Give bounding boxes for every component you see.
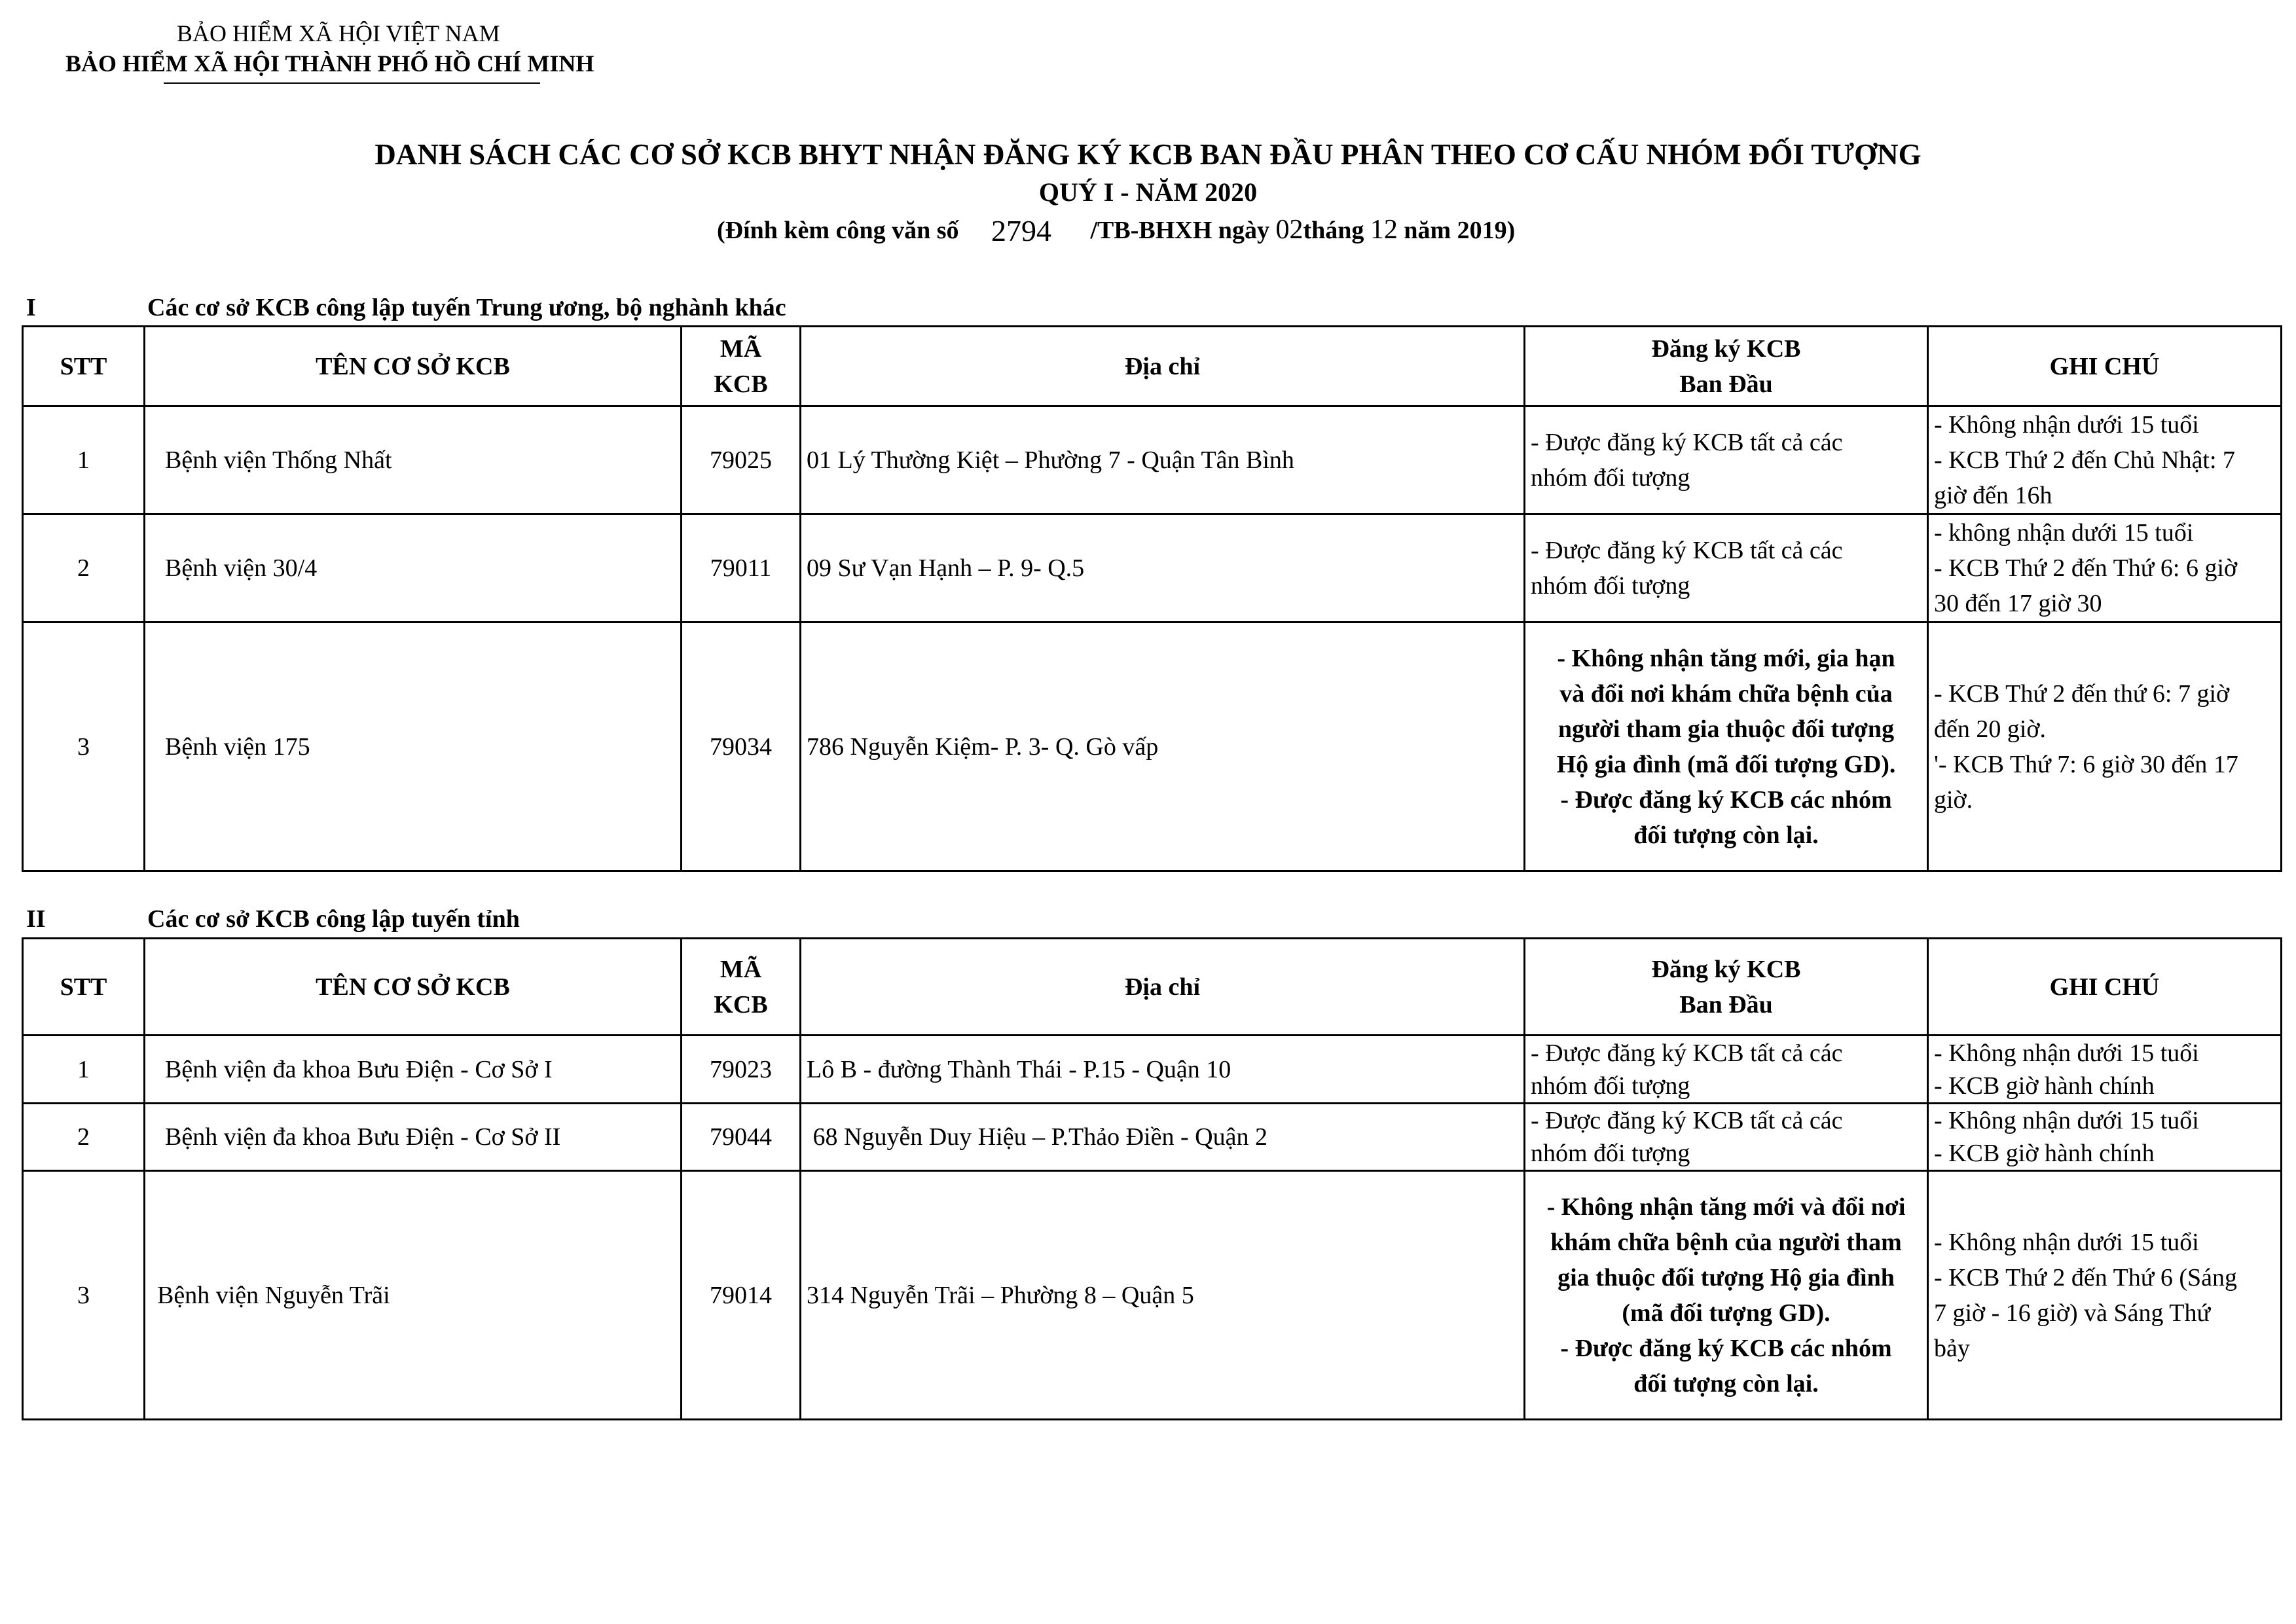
cell-code: 79044 — [682, 1104, 801, 1171]
cell-name: Bệnh viện đa khoa Bưu Điện - Cơ Sở I — [145, 1036, 682, 1104]
cell-stt: 3 — [23, 1171, 145, 1420]
cell-line: bảy — [1934, 1334, 1970, 1362]
cell-line: - Không nhận tăng mới và đổi nơi — [1546, 1193, 1906, 1221]
cell-line: - Không nhận dưới 15 tuổi — [1934, 1107, 2199, 1134]
cell-line: và đổi nơi khám chữa bệnh của — [1559, 679, 1893, 708]
cell-line: 30 đến 17 giờ 30 — [1934, 590, 2102, 617]
col-code-line2: KCB — [714, 370, 768, 398]
col-stt: STT — [23, 327, 145, 406]
col-stt: STT — [23, 939, 145, 1036]
cell-note — [1928, 1036, 2282, 1104]
cell-code: 79034 — [682, 623, 801, 871]
col-register — [1525, 939, 1928, 1036]
table-row — [23, 1171, 2282, 1420]
cell-address: 314 Nguyễn Trãi – Phường 8 – Quận 5 — [801, 1171, 1525, 1420]
cell-register — [1525, 514, 1928, 623]
cell-register — [1525, 1036, 1928, 1104]
cell-line: Hộ gia đình (mã đối tượng GD). — [1556, 750, 1896, 778]
document-subtitle: QUÝ I - NĂM 2020 — [1038, 177, 1258, 207]
cell-name: Bệnh viện đa khoa Bưu Điện - Cơ Sở II — [145, 1104, 682, 1171]
col-address: Địa chỉ — [801, 939, 1525, 1036]
table-row — [23, 514, 2282, 623]
cell-name: Bệnh viện Nguyễn Trãi — [145, 1171, 682, 1420]
cell-name: Bệnh viện 175 — [145, 623, 682, 871]
cell-note — [1928, 514, 2282, 623]
ref-prefix: (Đính kèm công văn số — [717, 217, 959, 244]
cell-address: 01 Lý Thường Kiệt – Phường 7 - Quận Tân Bình — [801, 406, 1525, 514]
ref-month: 12 — [1370, 215, 1398, 245]
col-name: TÊN CƠ SỞ KCB — [145, 327, 682, 406]
cell-stt: 2 — [23, 514, 145, 623]
cell-line: nhóm đối tượng — [1531, 464, 1690, 492]
cell-line: người tham gia thuộc đối tượng — [1558, 715, 1895, 743]
col-register-line2: Ban Đầu — [1679, 370, 1773, 398]
col-name: TÊN CƠ SỞ KCB — [145, 939, 682, 1036]
section-roman: I — [26, 294, 36, 321]
table-header-row — [23, 327, 2282, 406]
cell-line: nhóm đối tượng — [1531, 1140, 1690, 1167]
org-name-city: BẢO HIỂM XÃ HỘI THÀNH PHỐ HỒ CHÍ MINH — [65, 50, 594, 77]
ref-number: 2794 — [991, 214, 1051, 247]
cell-stt: 3 — [23, 623, 145, 871]
cell-stt: 2 — [23, 1104, 145, 1171]
document-reference — [717, 211, 1515, 245]
cell-line: - KCB Thứ 2 đến Thứ 6 (Sáng — [1934, 1263, 2238, 1291]
cell-name: Bệnh viện 30/4 — [145, 514, 682, 623]
cell-line: - KCB Thứ 2 đến thứ 6: 7 giờ — [1934, 679, 2230, 708]
col-register-line1: Đăng ký KCB — [1651, 334, 1801, 363]
cell-line: đối tượng còn lại. — [1633, 1369, 1819, 1398]
cell-line: nhóm đối tượng — [1531, 572, 1690, 600]
cell-line: giờ đến 16h — [1934, 482, 2052, 509]
col-note: GHI CHÚ — [1928, 327, 2282, 406]
cell-line: - KCB giờ hành chính — [1934, 1072, 2155, 1100]
col-code-line1: MÃ — [720, 334, 762, 363]
cell-register — [1525, 1171, 1928, 1420]
cell-stt: 1 — [23, 406, 145, 514]
cell-register — [1525, 623, 1928, 871]
cell-address: 786 Nguyễn Kiệm- P. 3- Q. Gò vấp — [801, 623, 1525, 871]
cell-line: - không nhận dưới 15 tuổi — [1934, 519, 2194, 547]
document-title: DANH SÁCH CÁC CƠ SỞ KCB BHYT NHẬN ĐĂNG KÝ KCB BAN ĐẦU PHÂN THEO CƠ CẤU NHÓM ĐỐI TƯỢNG — [374, 138, 1922, 171]
cell-address: 09 Sư Vạn Hạnh – P. 9- Q.5 — [801, 514, 1525, 623]
table-row — [23, 1104, 2282, 1171]
ref-day: 02 — [1275, 215, 1303, 245]
cell-line: đến 20 giờ. — [1934, 715, 2047, 743]
cell-note — [1928, 406, 2282, 514]
org-name-national: BẢO HIỂM XÃ HỘI VIỆT NAM — [177, 20, 500, 46]
cell-note — [1928, 623, 2282, 871]
table-row — [23, 1036, 2282, 1104]
col-register — [1525, 327, 1928, 406]
facility-table — [22, 937, 2282, 1420]
col-code-line1: MÃ — [720, 955, 762, 983]
section-title: Các cơ sở KCB công lập tuyến Trung ương, bộ nghành khác — [147, 294, 786, 321]
col-note: GHI CHÚ — [1928, 939, 2282, 1036]
cell-code: 79014 — [682, 1171, 801, 1420]
cell-line: - Được đăng ký KCB tất cả các — [1531, 537, 1843, 564]
cell-line: - KCB Thứ 2 đến Chủ Nhật: 7 — [1934, 446, 2236, 474]
cell-line: - KCB giờ hành chính — [1934, 1140, 2155, 1167]
cell-register — [1525, 1104, 1928, 1171]
cell-line: gia thuộc đối tượng Hộ gia đình — [1558, 1263, 1895, 1291]
cell-line: - Không nhận dưới 15 tuổi — [1934, 1228, 2199, 1256]
cell-line: - KCB Thứ 2 đến Thứ 6: 6 giờ — [1934, 554, 2238, 582]
cell-line: 7 giờ - 16 giờ) và Sáng Thứ — [1934, 1299, 2211, 1327]
cell-line: - Được đăng ký KCB tất cả các — [1531, 1039, 1843, 1067]
cell-note — [1928, 1104, 2282, 1171]
cell-code: 79023 — [682, 1036, 801, 1104]
col-code-line2: KCB — [714, 990, 768, 1019]
cell-line: - Được đăng ký KCB tất cả các — [1531, 429, 1843, 456]
cell-address: Lô B - đường Thành Thái - P.15 - Quận 10 — [801, 1036, 1525, 1104]
cell-note — [1928, 1171, 2282, 1420]
section-title: Các cơ sở KCB công lập tuyến tỉnh — [147, 905, 520, 933]
col-code — [682, 939, 801, 1036]
cell-line: - Được đăng ký KCB các nhóm — [1560, 785, 1892, 814]
ref-suffix: năm 2019) — [1404, 217, 1516, 244]
col-address: Địa chỉ — [801, 327, 1525, 406]
cell-register — [1525, 406, 1928, 514]
cell-line: '- KCB Thứ 7: 6 giờ 30 đến 17 — [1934, 750, 2238, 778]
cell-line: - Không nhận tăng mới, gia hạn — [1557, 644, 1895, 672]
cell-line: đối tượng còn lại. — [1633, 821, 1819, 849]
cell-stt: 1 — [23, 1036, 145, 1104]
cell-line: - Không nhận dưới 15 tuổi — [1934, 1039, 2199, 1067]
cell-line: (mã đối tượng GD). — [1622, 1299, 1831, 1327]
table-row — [23, 623, 2282, 871]
col-code — [682, 327, 801, 406]
cell-line: khám chữa bệnh của người tham — [1550, 1228, 1902, 1256]
ref-middle: /TB-BHXH ngày — [1090, 217, 1269, 244]
org-underline — [164, 82, 540, 84]
cell-line: nhóm đối tượng — [1531, 1072, 1690, 1100]
cell-line: - Được đăng ký KCB tất cả các — [1531, 1107, 1843, 1134]
facility-table — [22, 325, 2282, 872]
col-register-line2: Ban Đầu — [1679, 990, 1773, 1019]
col-register-line1: Đăng ký KCB — [1651, 955, 1801, 983]
cell-address: 68 Nguyễn Duy Hiệu – P.Thảo Điền - Quận 2 — [801, 1104, 1525, 1171]
cell-line: - Được đăng ký KCB các nhóm — [1560, 1334, 1892, 1362]
ref-month-label: tháng — [1303, 217, 1364, 244]
table-row — [23, 406, 2282, 514]
cell-code: 79011 — [682, 514, 801, 623]
cell-line: - Không nhận dưới 15 tuổi — [1934, 411, 2199, 439]
section-roman: II — [26, 905, 46, 933]
table-header-row — [23, 939, 2282, 1036]
cell-name: Bệnh viện Thống Nhất — [145, 406, 682, 514]
cell-line: giờ. — [1934, 785, 1973, 814]
cell-code: 79025 — [682, 406, 801, 514]
